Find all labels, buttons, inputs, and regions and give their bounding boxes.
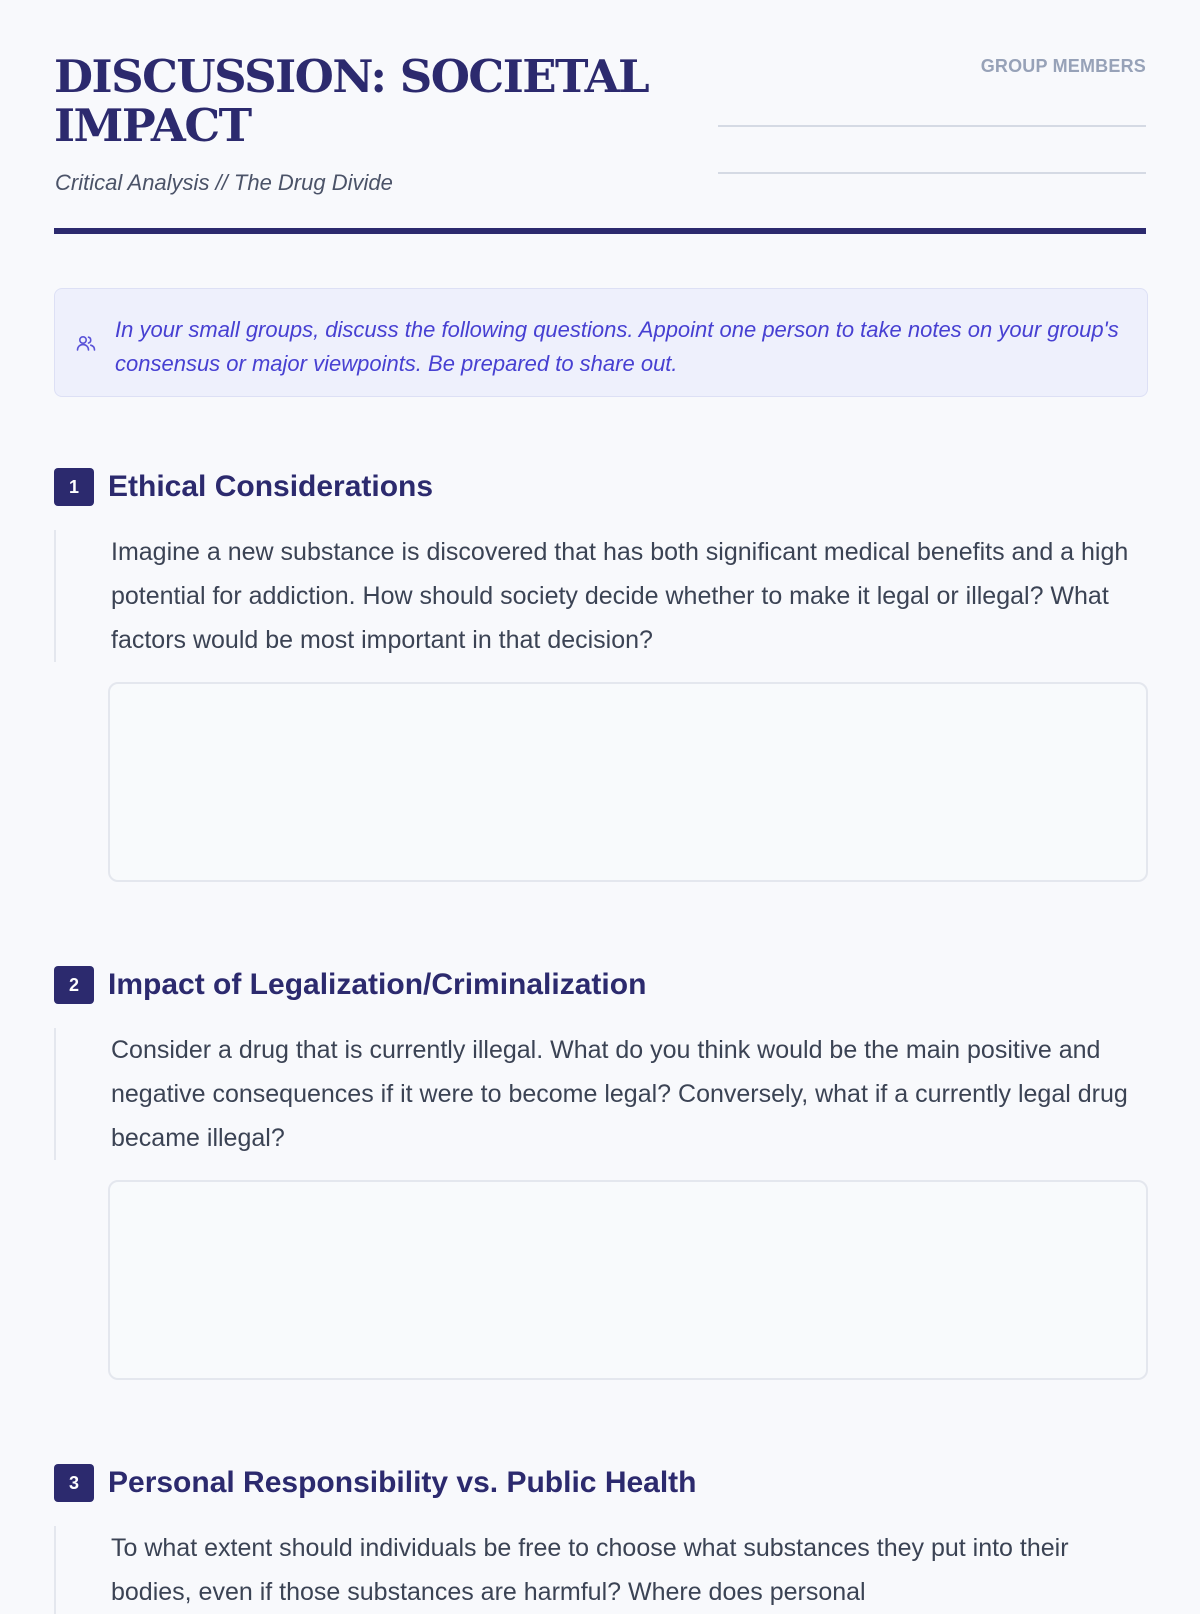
question-text: To what extent should individuals be free to choose what substances they put into their bodies, even if those substances are harmful? Where does personal xyxy=(54,1526,1148,1614)
section-header xyxy=(54,966,1148,1006)
page-subtitle: Critical Analysis // The Drug Divide xyxy=(55,170,393,195)
discussion-section-1 xyxy=(54,468,1148,882)
page-title: DISCUSSION: SOCIETAL IMPACT xyxy=(54,50,649,152)
instructions-callout xyxy=(54,288,1148,397)
instructions-text: In your small groups, discuss the following questions. Appoint one person to take notes on your group's consensus or major viewpoints. Be prepared to share out. xyxy=(115,317,1119,376)
section-title: Personal Responsibility vs. Public Health xyxy=(108,1466,697,1499)
answer-box-2[interactable] xyxy=(108,1180,1148,1380)
section-header xyxy=(54,468,1148,508)
question-text: Imagine a new substance is discovered that has both significant medical benefits and a high potential for addiction. How should society decide whether to make it legal or illegal? What factors would be most important in that decision? xyxy=(54,530,1148,662)
answer-box-1[interactable] xyxy=(108,682,1148,882)
group-members-label: GROUP MEMBERS xyxy=(980,56,1146,76)
question-text: Consider a drug that is currently illegal. What do you think would be the main positive and negative consequences if it were to become legal? Conversely, what if a currently legal drug became illegal? xyxy=(54,1028,1148,1160)
section-title: Ethical Considerations xyxy=(108,470,434,503)
section-title: Impact of Legalization/Criminalization xyxy=(108,968,647,1001)
section-header xyxy=(54,1464,1148,1504)
group-member-line-1[interactable] xyxy=(718,125,1146,127)
page-header xyxy=(54,0,1146,234)
section-number-badge: 2 xyxy=(54,966,94,1004)
discussion-section-3 xyxy=(54,1464,1148,1614)
section-number-badge: 3 xyxy=(54,1464,94,1502)
section-number-badge: 1 xyxy=(54,468,94,506)
group-member-line-2[interactable] xyxy=(718,172,1146,174)
discussion-section-2 xyxy=(54,966,1148,1380)
users-icon xyxy=(75,333,97,355)
